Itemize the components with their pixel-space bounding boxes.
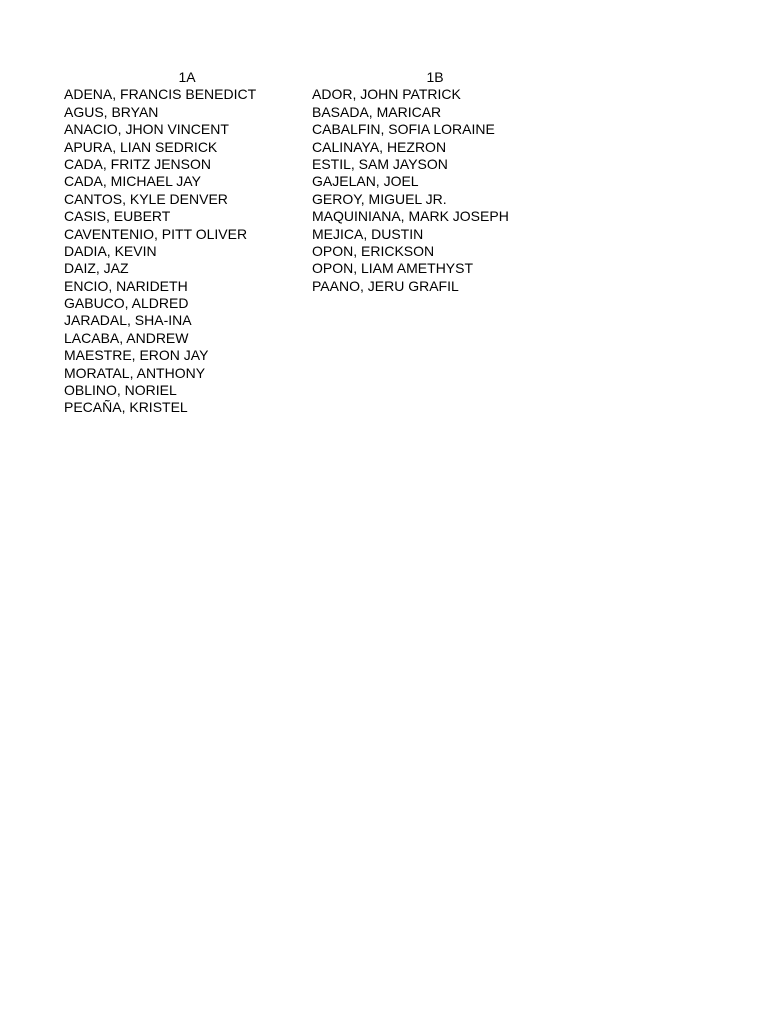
name-list-item: ADENA, FRANCIS BENEDICT xyxy=(64,86,257,103)
section-1b-name-list xyxy=(312,86,562,295)
name-list-item: CADA, FRITZ JENSON xyxy=(64,155,212,172)
name-list-item: LACABA, ANDREW xyxy=(64,329,189,346)
name-list-item: ESTIL, SAM JAYSON xyxy=(312,155,448,172)
name-list-item: CADA, MICHAEL JAY xyxy=(64,173,201,190)
name-list-item: GAJELAN, JOEL xyxy=(312,173,419,190)
section-1a-column xyxy=(64,69,310,417)
name-list-item: GEROY, MIGUEL JR. xyxy=(312,190,447,207)
name-list-item: BASADA, MARICAR xyxy=(312,103,442,120)
name-list-item: CANTOS, KYLE DENVER xyxy=(64,190,228,207)
name-list-item: AGUS, BRYAN xyxy=(64,103,159,120)
section-1a-header: 1A xyxy=(178,69,196,85)
name-list-item: DAIZ, JAZ xyxy=(64,260,129,277)
name-list-item: OBLINO, NORIEL xyxy=(64,382,177,399)
name-list-item: CAVENTENIO, PITT OLIVER xyxy=(64,225,248,242)
name-list-item: OPON, ERICKSON xyxy=(312,242,435,259)
name-list-item: ENCIO, NARIDETH xyxy=(64,277,188,294)
name-list-item: GABUCO, ALDRED xyxy=(64,295,189,312)
section-1b-column xyxy=(312,69,562,295)
name-list-item: OPON, LIAM AMETHYST xyxy=(312,260,474,277)
name-list-item: MEJICA, DUSTIN xyxy=(312,225,424,242)
name-list-item: MORATAL, ANTHONY xyxy=(64,364,206,381)
name-list-item: JARADAL, SHA-INA xyxy=(64,312,192,329)
name-list-item: DADIA, KEVIN xyxy=(64,242,157,259)
name-list-item: CASIS, EUBERT xyxy=(64,208,171,225)
name-list-item: MAESTRE, ERON JAY xyxy=(64,347,209,364)
name-list-item: ADOR, JOHN PATRICK xyxy=(312,86,461,103)
section-1b-header: 1B xyxy=(426,69,444,85)
name-list-item: ANACIO, JHON VINCENT xyxy=(64,121,229,138)
name-list-item: MAQUINIANA, MARK JOSEPH xyxy=(312,208,509,225)
name-list-item: CALINAYA, HEZRON xyxy=(312,138,447,155)
section-1a-name-list xyxy=(64,86,310,416)
name-list-item: CABALFIN, SOFIA LORAINE xyxy=(312,121,495,138)
name-list-item: APURA, LIAN SEDRICK xyxy=(64,138,218,155)
name-list-item: PAANO, JERU GRAFIL xyxy=(312,277,459,294)
name-list-item: PECAÑA, KRISTEL xyxy=(64,399,188,416)
